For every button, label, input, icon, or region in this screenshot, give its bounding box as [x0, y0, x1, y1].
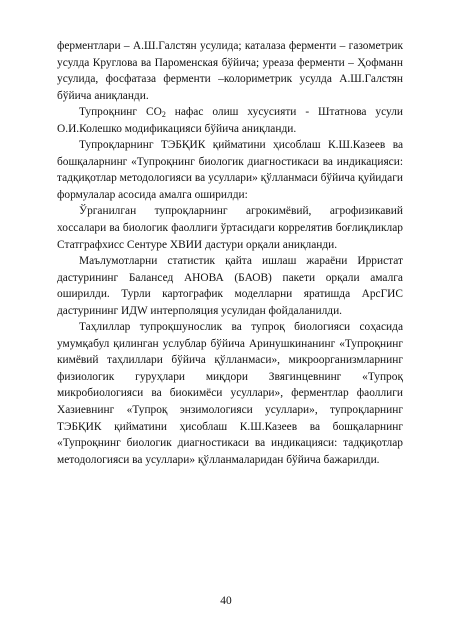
page-number: 40	[220, 595, 232, 607]
body-text	[57, 38, 403, 468]
respiration-text-end: нафас олиш хусусияти - Штатнова усули О.И.Колешко модификацияси бўйича аниқланди.	[57, 106, 403, 135]
paragraph-soil-respiration	[57, 104, 403, 137]
paragraph-enzyme-methods: ферментлари – А.Ш.Галстян усулида; каталаза ферменти – газометрик усулда Круглова ва Пароменская бўйича; уреаза ферменти – Ҳофманн усулида, фосфатаза ферменти –колориметрик усулда А.Ш.Галстян бўйича аниқланди.	[57, 40, 403, 102]
paragraph-statistical-processing: Маълумотларни статистик қайта ишлаш жараёни Ирристат дастурининг Балансед АНОВА (БАОВ) пакети орқали амалга оширилди. Турли картографик моделларни яратишда АрсГИС дастурининг ИДW интерполяция усулидан фойдаланилди.	[57, 255, 403, 317]
paragraph-tebqik-calculation: Тупроқларнинг ТЭБҚИК қийматини ҳисоблаш К.Ш.Казеев ва бошқаларнинг «Тупроқнинг биологик диагностикаси ва индикацияси: тадқиқотлар методологияси ва усуллари» қўлланмаси бўйича қуйидаги формулалар асосида амалга оширилди:	[57, 139, 403, 201]
co2-subscript: 2	[161, 110, 166, 120]
respiration-text-start: Тупроқнинг CO	[79, 106, 162, 119]
paragraph-correlation-analysis: Ўрганилган тупроқларнинг агрокимёвий, агрофизикавий хоссалари ва биологик фаоллиги ўртасидаги коррелятив боғлиқликлар Статграфхисс Сентуре ХВИИ дастури орқали аниқланди.	[57, 205, 403, 251]
paragraph-analysis-methods: Таҳлиллар тупроқшунослик ва тупроқ биологияси соҳасида умумқабул қилинган услублар бўйича Аринушкинанинг «Тупроқнинг кимёвий таҳлиллари бўйича қўлланмаси», микроорганизмларнинг физиологик гуруҳлари миқдори Звягинцевнинг «Тупроқ микробиологияси ва биокимёси усуллари», ферментлар фаоллиги Хазиевнинг «Тупроқ энзимологияси усуллари», тупроқларнинг ТЭБҚИК қийматини ҳисоблаш К.Ш.Казеев ва бошқаларнинг «Тупроқнинг биологик диагностикаси ва индикацияси: тадқиқотлар методологияси ва усуллари» қўлланмаларидан бўйича бажарилди.	[57, 321, 403, 466]
